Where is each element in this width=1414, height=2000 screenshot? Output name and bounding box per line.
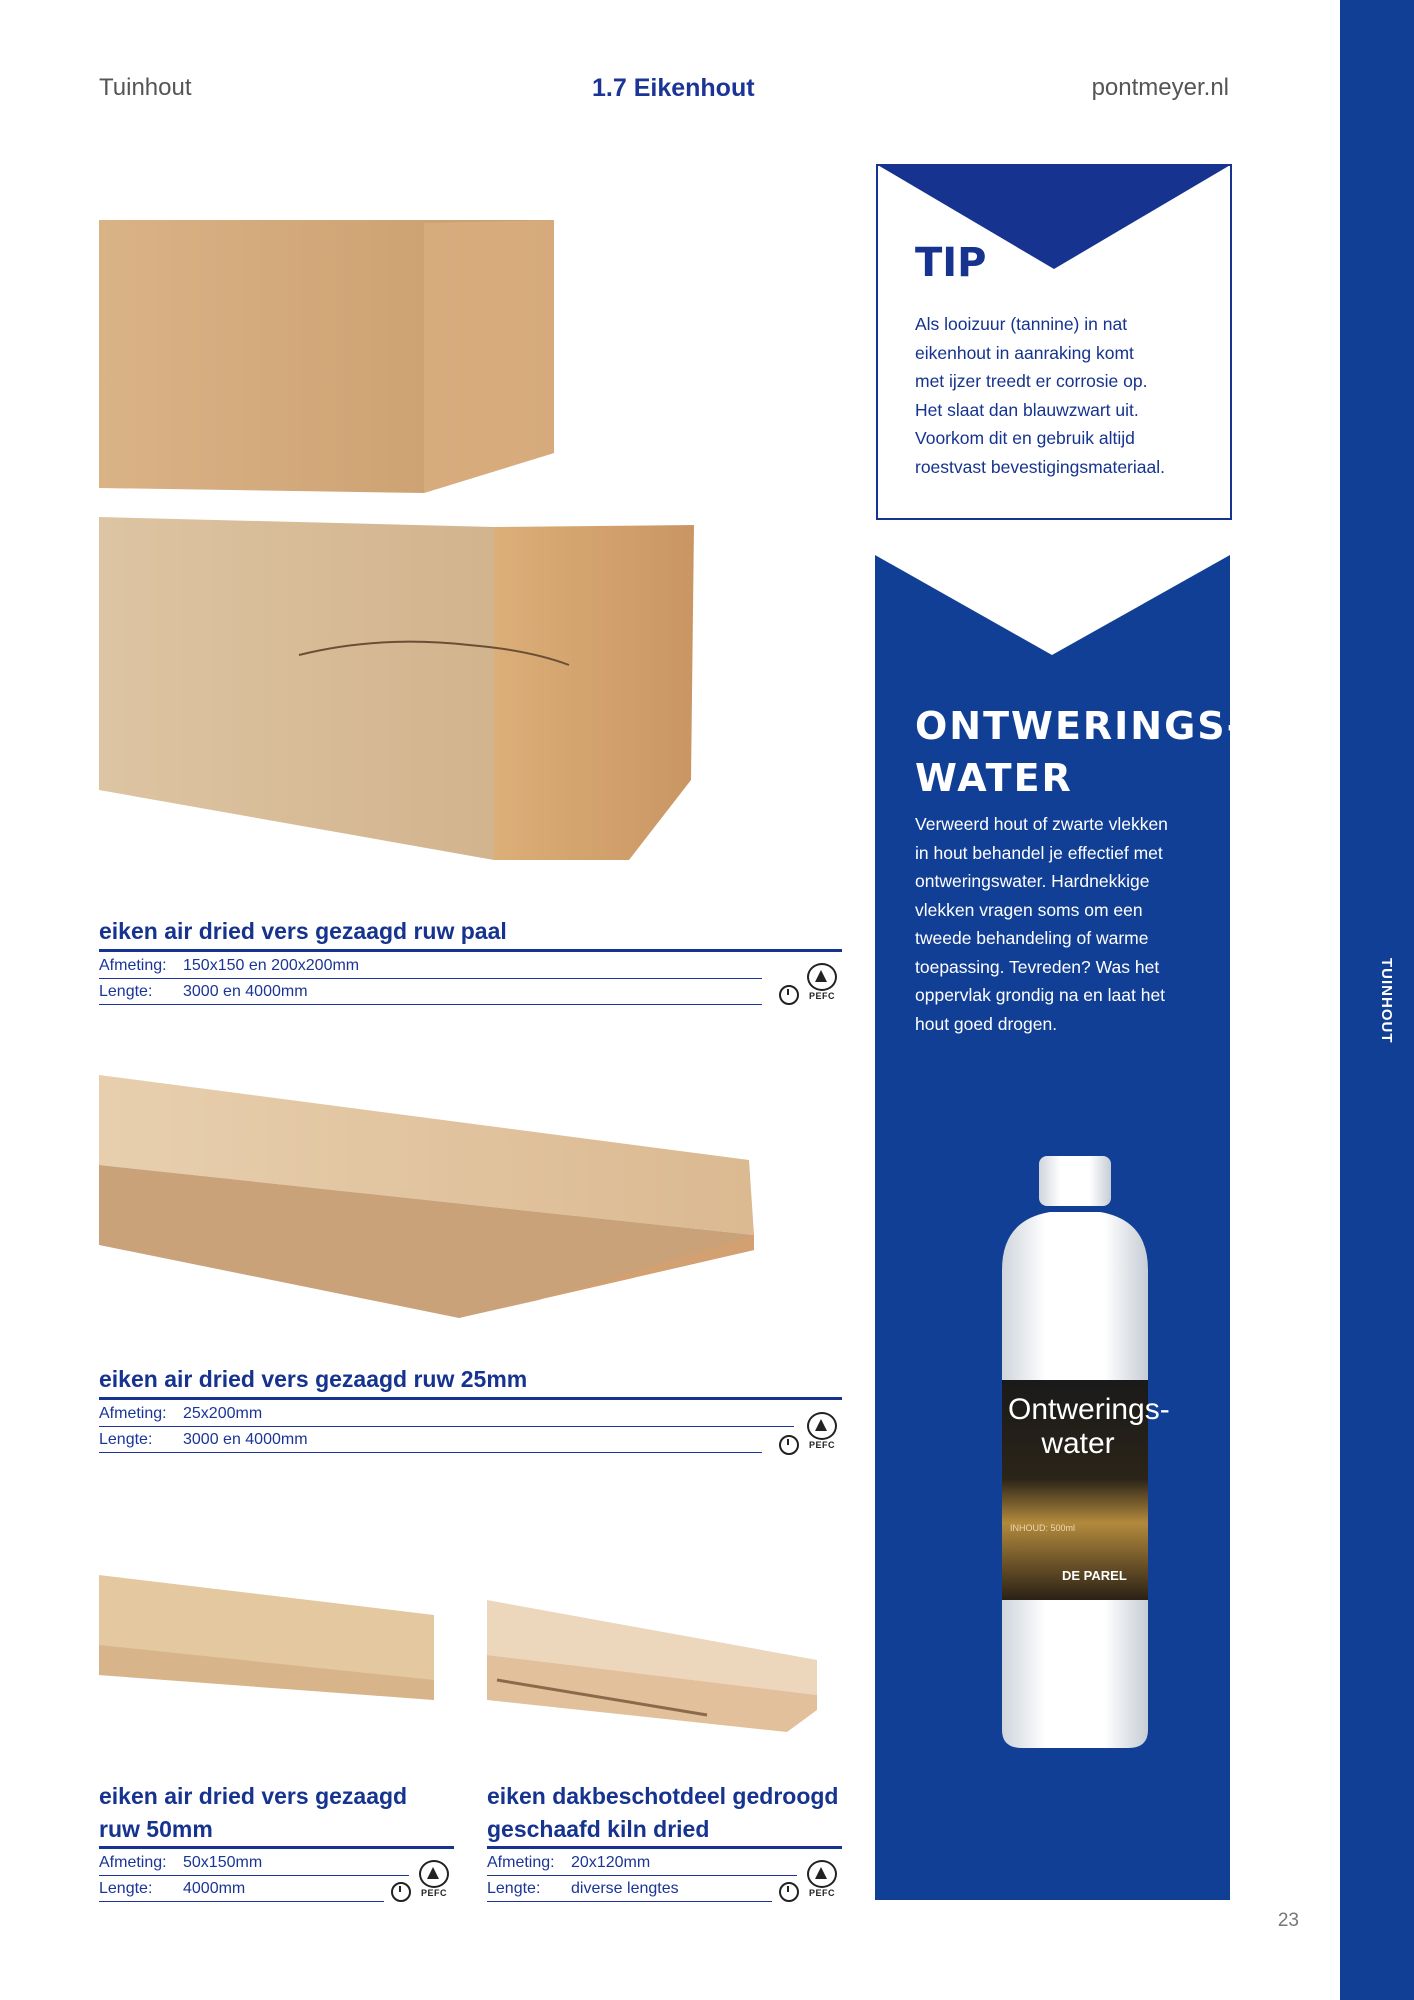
panel-line: ontweringswater. Hardnekkige	[915, 871, 1150, 891]
wood-post-image-large	[99, 515, 699, 863]
tip-line: Het slaat dan blauwzwart uit.	[915, 399, 1139, 420]
side-tab-label: TUINHOUT	[1378, 958, 1395, 1044]
product-divider	[99, 949, 842, 952]
wood-board-25mm-image	[99, 1075, 759, 1320]
product-title-line: eiken dakbeschotdeel gedroogd	[487, 1783, 839, 1809]
product-title-line: ruw 50mm	[99, 1816, 213, 1842]
spec-key: Lengte:	[99, 982, 153, 1000]
spec-value: 3000 en 4000mm	[183, 1430, 308, 1448]
pefc-logo-icon	[416, 1860, 452, 1900]
spec-row-afmeting	[99, 953, 762, 979]
pefc-logo-icon	[804, 1412, 840, 1452]
clock-icon	[779, 1882, 799, 1902]
tip-text	[915, 310, 1205, 481]
tip-line: roestvast bevestigingsmateriaal.	[915, 456, 1165, 477]
spec-key: Afmeting:	[99, 1853, 167, 1871]
pefc-label: PEFC	[420, 1888, 447, 1898]
spec-row-lengte	[487, 1876, 772, 1902]
product-title-paal: eiken air dried vers gezaagd ruw paal	[99, 918, 507, 944]
spec-row-lengte	[99, 1876, 384, 1902]
spec-value: 150x150 en 200x200mm	[183, 956, 360, 974]
pefc-logo-icon	[804, 963, 840, 1003]
panel-title-line: ONTWERINGS-	[915, 704, 1245, 748]
tip-line: Als looizuur (tannine) in nat	[915, 314, 1128, 334]
clock-icon	[779, 985, 799, 1005]
spec-key: Lengte:	[99, 1879, 153, 1897]
bottle-brand: DE PAREL	[1062, 1568, 1127, 1583]
ontweringswater-bottle-image	[950, 1150, 1170, 1750]
panel-title	[915, 700, 1245, 804]
panel-line: hout goed drogen.	[915, 1013, 1058, 1034]
spec-value: diverse lengtes	[571, 1879, 679, 1897]
spec-row-afmeting	[487, 1850, 797, 1876]
panel-line: tweede behandeling of warme	[915, 928, 1149, 948]
panel-line: in hout behandel je effectief met	[915, 842, 1163, 863]
product-title-25mm: eiken air dried vers gezaagd ruw 25mm	[99, 1366, 528, 1392]
pefc-label: PEFC	[808, 1888, 835, 1898]
spec-row-lengte	[99, 979, 762, 1005]
panel-line: oppervlak grondig na en laat het	[915, 985, 1166, 1005]
panel-line: vlekken vragen soms om een	[915, 899, 1143, 920]
header-chapter-title: 1.7 Eikenhout	[592, 74, 755, 102]
spec-key: Lengte:	[487, 1879, 541, 1897]
panel-chevron-notch	[875, 555, 1230, 657]
page-number: 23	[1277, 1910, 1299, 1931]
product-divider	[99, 1397, 842, 1400]
product-title-line: eiken air dried vers gezaagd	[99, 1783, 408, 1809]
product-title-dakbeschot	[487, 1780, 838, 1846]
header-section-label: Tuinhout	[99, 74, 192, 101]
panel-text	[915, 810, 1205, 1038]
bottle-label-line: water	[1041, 1427, 1115, 1460]
panel-title-line: WATER	[915, 756, 1073, 800]
spec-value: 3000 en 4000mm	[183, 982, 308, 1000]
pefc-label: PEFC	[808, 1440, 835, 1450]
wood-post-image-small	[99, 218, 559, 493]
pefc-logo-icon	[804, 1860, 840, 1900]
tip-line: Voorkom dit en gebruik altijd	[915, 428, 1135, 448]
spec-value: 50x150mm	[183, 1853, 263, 1871]
spec-row-afmeting	[99, 1401, 794, 1427]
bottle-volume: INHOUD: 500ml	[1010, 1523, 1076, 1533]
clock-icon	[391, 1882, 411, 1902]
pefc-label: PEFC	[808, 991, 835, 1001]
wood-board-50mm-image	[99, 1575, 439, 1705]
product-title-50mm	[99, 1780, 407, 1846]
spec-row-lengte	[99, 1427, 762, 1453]
spec-key: Lengte:	[99, 1430, 153, 1448]
tip-line: met ijzer treedt er corrosie op.	[915, 371, 1148, 391]
bottle-label-line: Ontwerings-	[1008, 1393, 1170, 1426]
tip-title: TIP	[915, 240, 987, 286]
panel-line: toepassing. Tevreden? Was het	[915, 956, 1160, 977]
spec-key: Afmeting:	[99, 1404, 167, 1422]
panel-line: Verweerd hout of zwarte vlekken	[915, 814, 1168, 834]
header-website[interactable]: pontmeyer.nl	[1091, 74, 1229, 101]
tip-line: eikenhout in aanraking komt	[915, 342, 1134, 363]
product-divider	[487, 1846, 842, 1849]
bottle-label-text	[1008, 1393, 1170, 1461]
spec-row-afmeting	[99, 1850, 409, 1876]
spec-value: 4000mm	[183, 1879, 246, 1897]
product-title-line: geschaafd kiln dried	[487, 1816, 710, 1842]
wood-tongue-groove-image	[487, 1600, 827, 1735]
spec-value: 20x120mm	[571, 1853, 651, 1871]
product-divider	[99, 1846, 454, 1849]
clock-icon	[779, 1435, 799, 1455]
spec-key: Afmeting:	[487, 1853, 555, 1871]
spec-key: Afmeting:	[99, 956, 167, 974]
spec-value: 25x200mm	[183, 1404, 263, 1422]
